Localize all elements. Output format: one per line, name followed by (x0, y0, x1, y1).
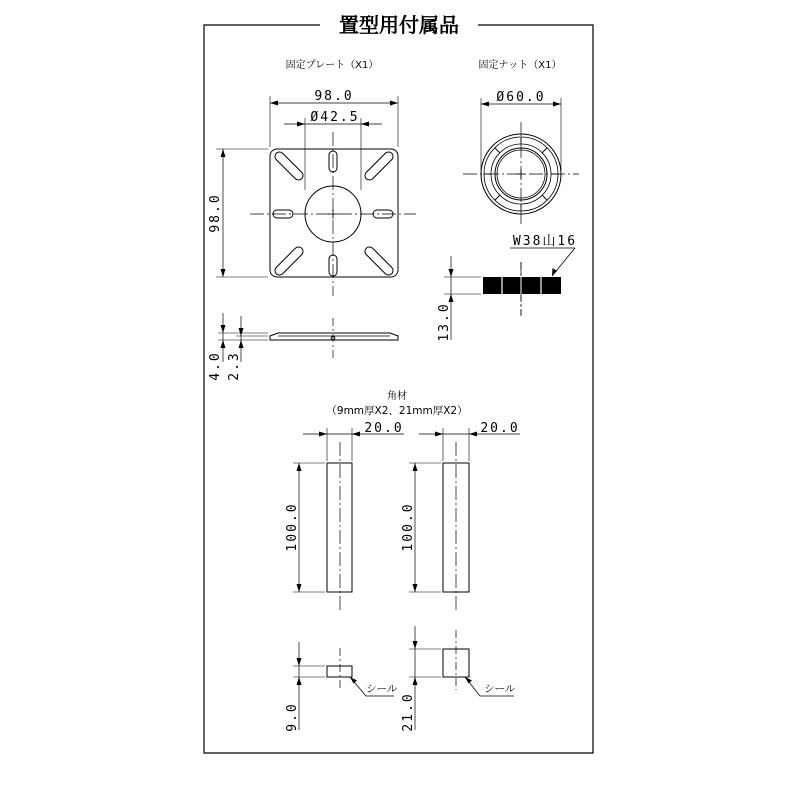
block-left-seal-label: シール (366, 683, 398, 695)
nut-diameter-value: Ø60.0 (496, 90, 546, 105)
block-right-front-view (409, 428, 520, 612)
plate-height-value: 98.0 (208, 193, 223, 233)
plate-outline (270, 149, 398, 277)
nut-height-value: 13.0 (437, 302, 452, 342)
block-right-thickness-value: 21.0 (401, 692, 416, 732)
plate-slot-br (363, 245, 395, 277)
fixing-nut-side-view (444, 248, 575, 340)
plate-thickness-value: 2.3 (227, 351, 242, 381)
block-label: 角材 (387, 391, 407, 402)
nut-thread-value: W38山16 (512, 234, 578, 249)
block-right-seal-label: シール (484, 683, 516, 695)
block-right-end-view (409, 626, 514, 730)
block-left-front-view (293, 428, 404, 612)
fixing-plate-top-view (250, 132, 416, 296)
drawing-frame (204, 25, 593, 753)
plate-width-value: 98.0 (314, 89, 354, 104)
plate-slot-tr (363, 150, 395, 182)
drawing-title: 置型用付属品 (339, 13, 459, 37)
block-left-width-value: 20.0 (364, 421, 404, 436)
plate-label: 固定プレート（X1） (285, 60, 379, 71)
block-left-thickness-value: 9.0 (285, 702, 300, 732)
block-right-width-value: 20.0 (480, 421, 520, 436)
block-sublabel: （9mm厚X2、21mm厚X2） (326, 405, 468, 417)
block-right-length-value: 100.0 (401, 502, 416, 552)
plate-slot-bl (273, 245, 305, 277)
nut-label: 固定ナット（X1） (478, 60, 562, 71)
fixing-plate-side-view (218, 313, 398, 362)
plate-hole-value: Ø42.5 (310, 110, 360, 125)
plate-height-dimension (216, 149, 268, 277)
plate-slot-tl (273, 150, 305, 182)
fixing-nut-top-view (463, 122, 579, 226)
plate-thickness-total-value: 4.0 (208, 351, 223, 381)
block-left-length-value: 100.0 (285, 502, 300, 552)
